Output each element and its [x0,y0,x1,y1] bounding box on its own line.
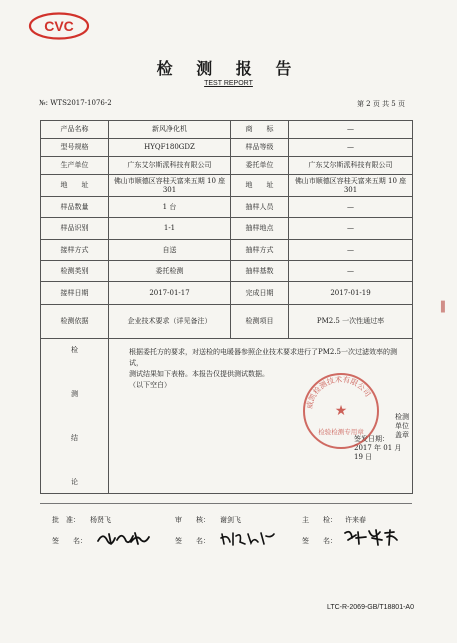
conclusion-text-2: 测试结果如下表格。本报告仅提供测试数据。 [129,370,269,378]
finish-date-value: 2017-01-19 [289,282,413,305]
table-row [41,157,413,175]
table-row [41,240,413,261]
document-code: LTC-R-2069-GB/T18801-A0 [326,604,414,611]
sign-label-1: 签 名： [52,537,87,545]
svg-text:★: ★ [334,403,348,419]
grade-label: 样品等级 [231,139,289,157]
signature-reviewer [218,528,278,548]
manufacturer-value: 广东艾尔斯派科技有限公司 [109,157,231,175]
official-seal-icon [300,370,382,452]
basis-label: 检测依据 [41,305,109,339]
conclusion-text-3: （以下空白） [129,381,171,389]
signature-approver [95,528,153,548]
issuing-unit: 检测单位盖章 [395,413,409,439]
product-name-value: 新风净化机 [109,121,231,139]
delivery-label: 接样方式 [41,240,109,261]
inspect-label: 主 检： [302,516,337,524]
sample-qty-label: 样品数量 [41,197,109,218]
table-row [41,139,413,157]
conclusion-text-1: 根据委托方的要求，对送检的电暖器参照企业技术要求进行了PM2.5一次过滤效率的测试， [129,348,398,367]
grade-value: — [289,139,413,157]
items-value: PM2.5 一次性通过率 [289,305,413,339]
address-value: 佛山市顺德区容桂天富来五期 10 座 301 [109,175,231,197]
delivery-value: 自送 [109,240,231,261]
sample-id-value: 1-1 [109,218,231,240]
basis-value: 企业技术要求（详见备注） [109,305,231,339]
report-title: 检 测 报 告 [156,59,301,78]
report-subtitle: TEST REPORT [204,80,253,87]
manufacturer-label: 生产单位 [41,157,109,175]
sample-place-label: 抽样地点 [231,218,289,240]
review-label: 审 核： [175,516,210,524]
client-address-value: 佛山市顺德区容桂天富来五期 10 座 301 [289,175,413,197]
table-row [41,121,413,139]
receive-date-value: 2017-01-17 [109,282,231,305]
sample-qty-value: 1 台 [109,197,231,218]
sign-label-2: 签 名： [175,537,210,545]
finish-date-label: 完成日期 [231,282,289,305]
product-name-label: 产品名称 [41,121,109,139]
svg-text:CVC: CVC [44,18,74,34]
sampling-method-value: — [289,240,413,261]
svg-text:威凯检测技术有限公司: 威凯检测技术有限公司 [304,374,373,410]
seam-stamp-mark: ▌ [441,302,449,313]
client-value: 广东艾尔斯派科技有限公司 [289,157,413,175]
approve-name: 杨贤飞 [90,516,111,524]
review-name: 谢剑飞 [220,516,241,524]
sample-id-label: 样品识别 [41,218,109,240]
report-number: №: WTS2017-1076-2 [39,99,112,107]
brand-value: — [289,121,413,139]
receive-date-label: 接样日期 [41,282,109,305]
client-label: 委托单位 [231,157,289,175]
model-value: HYQF180GDZ [109,139,231,157]
brand-label: 商 标 [231,121,289,139]
table-row [41,175,413,197]
test-type-value: 委托检测 [109,261,231,282]
sampling-base-label: 抽样基数 [231,261,289,282]
table-row [41,261,413,282]
items-label: 检测项目 [231,305,289,339]
sample-place-value: — [289,218,413,240]
sampling-method-label: 抽样方式 [231,240,289,261]
table-row [41,218,413,240]
client-address-label: 地 址 [231,175,289,197]
inspect-name: 许来春 [345,516,366,524]
test-type-label: 检测类别 [41,261,109,282]
cvc-logo [28,12,90,40]
divider [40,503,412,504]
table-row [41,282,413,305]
model-label: 型号规格 [41,139,109,157]
table-row [41,197,413,218]
sampling-base-value: — [289,261,413,282]
approve-label: 批 准： [52,516,80,524]
sign-label-3: 签 名： [302,537,337,545]
sampler-label: 抽样人员 [231,197,289,218]
signature-inspector [342,526,402,548]
address-label: 地 址 [41,175,109,197]
sampler-value: — [289,197,413,218]
table-row [41,305,413,339]
svg-text:检验检测专用章: 检验检测专用章 [318,428,364,436]
issue-date: 签发日期： 2017 年 01 月 19 日 [354,435,402,461]
conclusion-label: 检 测 结 论 [41,339,109,494]
page-info: 第 2 页 共 5 页 [356,100,405,108]
